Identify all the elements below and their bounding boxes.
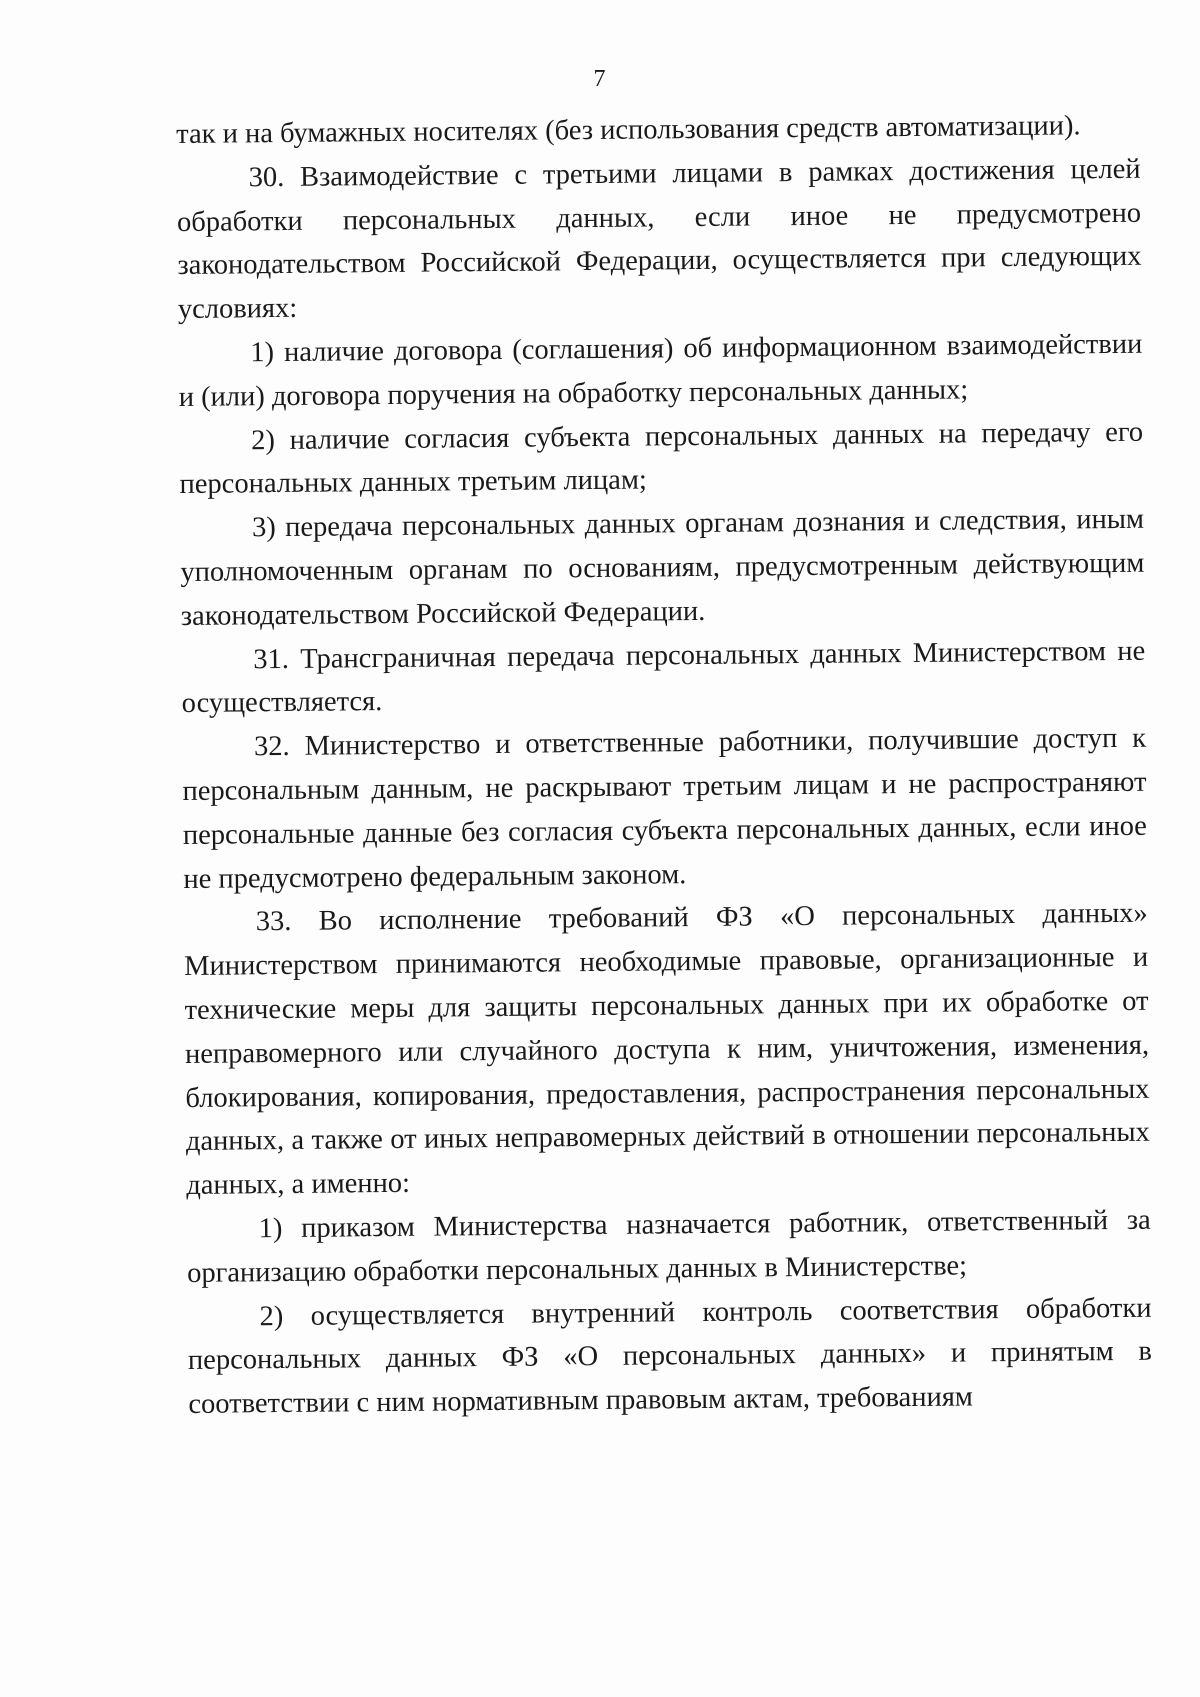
- paragraph-subitem-33-1: 1) приказом Министерства назначается работник, ответственный за организацию обработки персональных данных в Министерстве;: [186, 1204, 1151, 1289]
- paragraph-subitem-30-2: 2) наличие согласия субъекта персональных данных на передачу его персональных данных третьим лицам;: [179, 416, 1144, 501]
- paragraph-item-30: 30. Взаимодействие с третьими лицами в рамках достижения целей обработки персональных данных, если иное не предусмотрено законодательством Российской Федерации, осуществляется при следующих условиях:: [176, 153, 1142, 326]
- paragraph-subitem-30-1: 1) наличие договора (соглашения) об информационном взаимодействии и (или) договора поручения на обработку персональных данных;: [178, 328, 1143, 413]
- page-number: 7: [593, 66, 607, 92]
- paragraph-item-32: 32. Министерство и ответственные работники, получившие доступ к персональным данным, не раскрывают третьим лицам и не распространяют персональные данные без согласия субъекта персональных данных, если иное не предусмотрено федеральным законом.: [182, 722, 1148, 895]
- paragraph-item-33: 33. Во исполнение требований ФЗ «О персональных данных» Министерством принимаются необходимые правовые, организационные и технические меры для защиты персональных данных при их обработке от неправомерного или случайного доступа к ним, уничтожения, изменения, блокирования, копирования, предоставления, распространения персональных данных, а также от иных неправомерных действий в отношении персональных данных, а именно:: [184, 898, 1150, 1202]
- document-body: [176, 104, 1153, 1427]
- paragraph-continuation: так и на бумажных носителях (без использования средств автоматизации).: [176, 110, 1081, 150]
- paragraph-subitem-33-2: 2) осуществляется внутренний контроль соответствия обработки персональных данных ФЗ «О персональных данных» и принятым в соответствии с ним нормативным правовым актам, требованиям: [187, 1292, 1153, 1421]
- paragraph-subitem-30-3: 3) передача персональных данных органам дознания и следствия, иным уполномоченным органам по основаниям, предусмотренным действующим законодательством Российской Федерации.: [180, 503, 1145, 632]
- paragraph-item-31: 31. Трансграничная передача персональных данных Министерством не осуществляется.: [181, 635, 1146, 720]
